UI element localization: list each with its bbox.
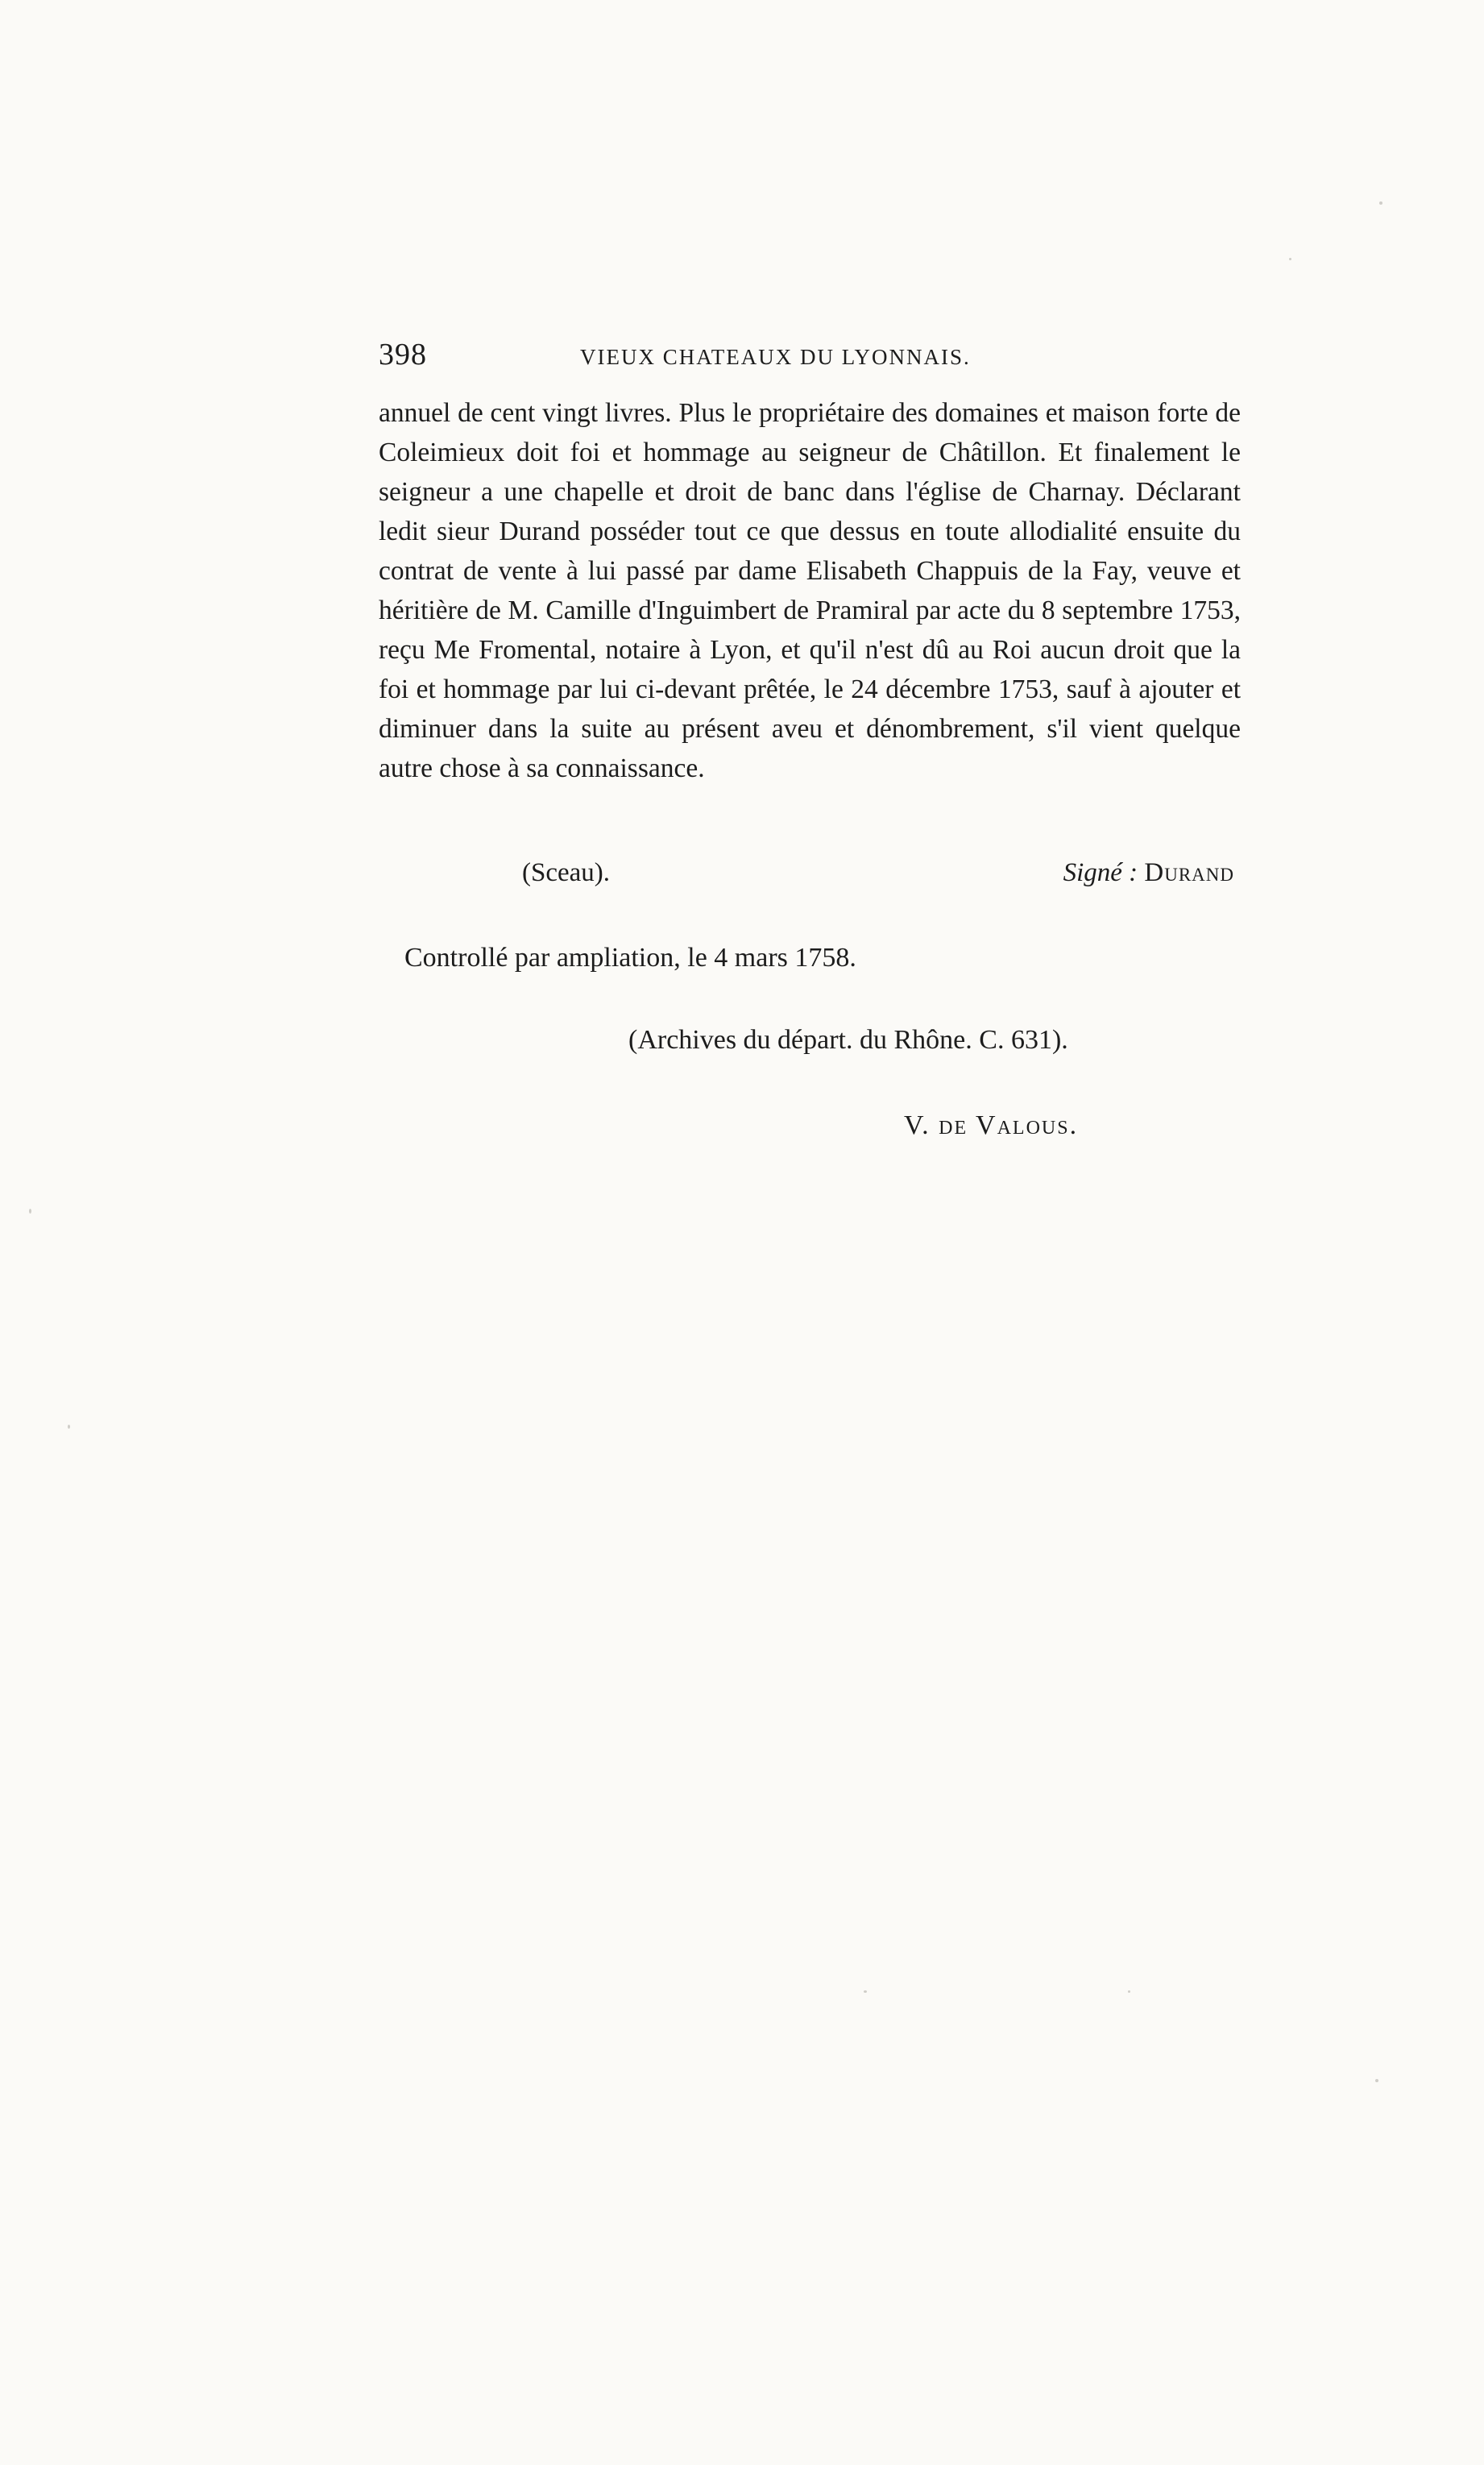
signed-label: Signé : (1063, 858, 1138, 887)
author-signature: V. de Valous. (904, 1110, 1079, 1140)
seal-mark: (Sceau). (522, 858, 611, 887)
signed-name: Durand (1144, 858, 1234, 887)
scan-speck (68, 1425, 70, 1429)
signature (1063, 858, 1234, 888)
body-paragraph (379, 393, 1241, 788)
page-header (379, 337, 1281, 385)
running-title: VIEUX CHATEAUX DU LYONNAIS. (580, 345, 971, 369)
archives-citation: (Archives du départ. du Rhône. C. 631). (628, 1025, 1068, 1055)
scan-speck (29, 1209, 31, 1214)
controlled-note: Controllé par ampliation, le 4 mars 1758. (404, 943, 856, 973)
page-number: 398 (379, 338, 427, 371)
scan-speck (1375, 2079, 1378, 2082)
body-text: annuel de cent vingt livres. Plus le propriétaire des domaines et maison forte de Coleimieux doit foi et hommage au seigneur de Châtillon. Et finalement le seigneur a une chapelle et droit de banc dans l'église de Charnay. Déclarant ledit sieur Durand posséder tout ce que dessus en toute allodialité ensuite du contrat de vente à lui passé par dame Elisabeth Chappuis de la Fay, veuve et héritière de M. Camille d'Inguimbert de Pramiral par acte du 8 septembre 1753, reçu Me Fromental, notaire à Lyon, et qu'il n'est dû au Roi aucun droit que la foi et hommage par lui ci-devant prêtée, le 24 décembre 1753, sauf à ajouter et diminuer dans la suite au présent aveu et dénombrement, s'il vient quelque autre chose à sa connaissance. (379, 398, 1241, 783)
scan-speck (1289, 258, 1291, 260)
signature-row (379, 858, 1241, 907)
scan-speck (1379, 201, 1382, 205)
scan-speck (1128, 1990, 1130, 1993)
scan-speck (864, 1990, 867, 1993)
